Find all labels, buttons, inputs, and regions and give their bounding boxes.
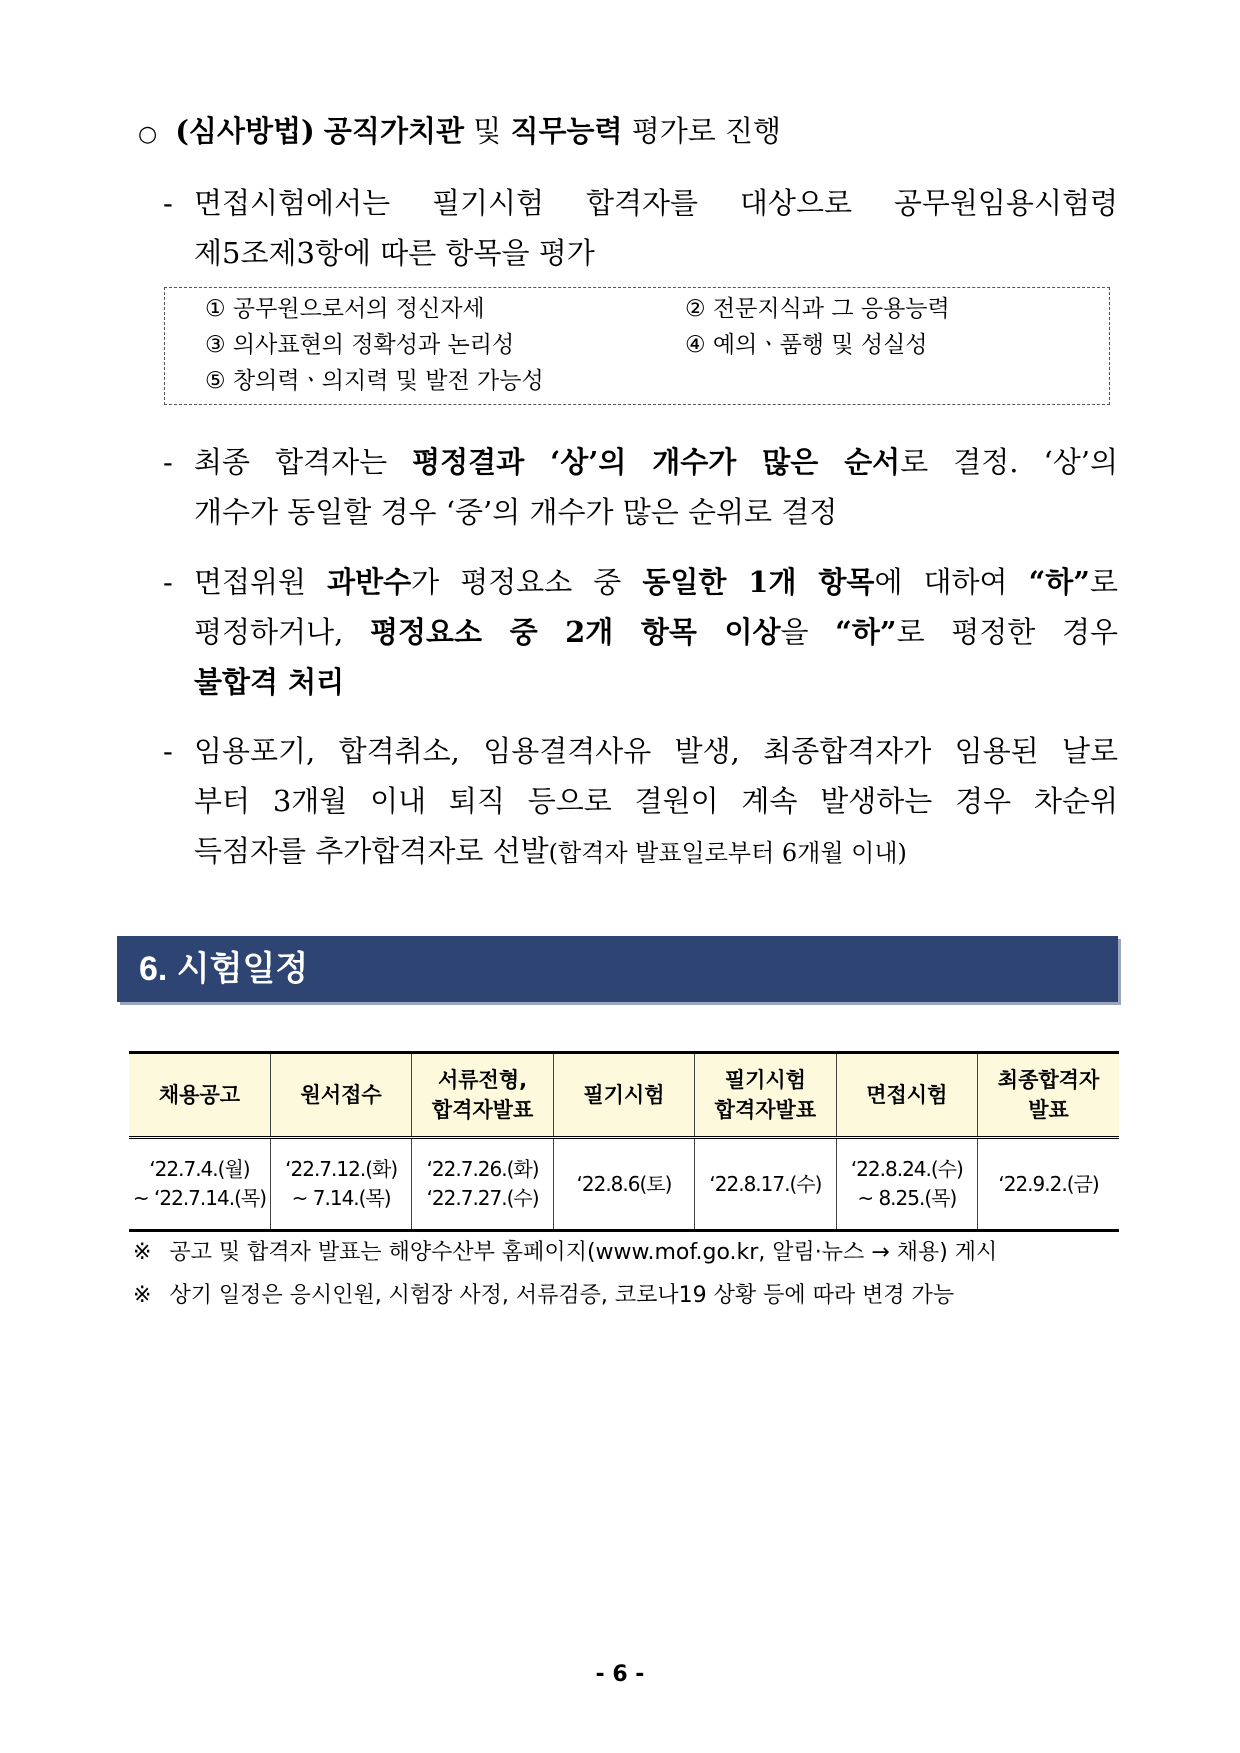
table-cell: ‘22.7.12.(화) ~ 7.14.(목): [270, 1138, 411, 1231]
table-header-cell: 원서접수: [270, 1053, 411, 1138]
schedule-table: [129, 1051, 1119, 1232]
criteria-item: ⑤ 창의력ㆍ의지력 및 발전 가능성: [205, 368, 544, 394]
criteria-item: ② 전문지식과 그 응용능력: [685, 296, 950, 322]
criteria-item: ① 공무원으로서의 정신자세: [205, 296, 485, 322]
dash-marker: -: [163, 186, 173, 220]
table-cell: ‘22.8.6(토): [553, 1138, 694, 1231]
criteria-item: ③ 의사표현의 정확성과 논리성: [205, 332, 515, 358]
table-header-cell: 서류전형, 합격자발표: [412, 1053, 553, 1138]
para1-line2: 제5조제3항에 따른 항목을 평가: [194, 236, 595, 270]
table-header-cell: 면접시험: [836, 1053, 977, 1138]
table-cell: ‘22.8.17.(수): [695, 1138, 836, 1231]
criteria-item: ④ 예의ㆍ품행 및 성실성: [685, 332, 928, 358]
table-header-row: [129, 1053, 1119, 1138]
dash-marker: -: [163, 565, 173, 599]
table-row: [129, 1138, 1119, 1231]
table-cell: ‘22.8.24.(수) ~ 8.25.(목): [836, 1138, 977, 1231]
note-2: ※ 상기 일정은 응시인원, 시험장 사정, 서류검증, 코로나19 상황 등에 따라 변경 가능: [133, 1283, 955, 1308]
para4-line3: 득점자를 추가합격자로 선발(합격자 발표일로부터 6개월 이내): [194, 834, 907, 868]
reference-mark-icon: ※: [133, 1283, 152, 1308]
para4-line1: 임용포기, 합격취소, 임용결격사유 발생, 최종합격자가 임용된 날로: [194, 734, 1118, 768]
para3-line3: 불합격 처리: [194, 665, 345, 699]
table-header-cell: 필기시험: [553, 1053, 694, 1138]
note-1: ※ 공고 및 합격자 발표는 해양수산부 홈페이지(www.mof.go.kr, 알림·뉴스 → 채용) 게시: [133, 1240, 998, 1265]
table-cell: ‘22.7.4.(월) ~ ‘22.7.14.(목): [129, 1138, 270, 1231]
table-cell: ‘22.7.26.(화) ‘22.7.27.(수): [412, 1138, 553, 1231]
table-header-cell: 최종합격자 발표: [978, 1053, 1119, 1138]
table-header-cell: 필기시험 합격자발표: [695, 1053, 836, 1138]
para4-line2: 부터 3개월 이내 퇴직 등으로 결원이 계속 발생하는 경우 차순위: [194, 784, 1118, 818]
para2-line2: 개수가 동일할 경우 ‘중’의 개수가 많은 순위로 결정: [194, 495, 838, 529]
section-heading: 6. 시험일정: [117, 936, 1118, 1002]
para2-line1: 최종 합격자는 평정결과 ‘상’의 개수가 많은 순서로 결정. ‘상’의: [194, 445, 1118, 479]
para3-line2: 평정하거나, 평정요소 중 2개 항목 이상을 “하”로 평정한 경우: [194, 615, 1118, 649]
circle-bullet-icon: ○: [138, 122, 158, 147]
dash-marker: -: [163, 445, 173, 479]
page-number: - 6 -: [595, 1662, 645, 1687]
dash-marker: -: [163, 734, 173, 768]
para3-line1: 면접위원 과반수가 평정요소 중 동일한 1개 항목에 대하여 “하”로: [194, 565, 1118, 599]
method-heading: ○ (심사방법) 공직가치관 및 직무능력 평가로 진행: [138, 114, 782, 148]
para1-line1: 면접시험에서는 필기시험 합격자를 대상으로 공무원임용시험령: [194, 186, 1118, 220]
table-header-cell: 채용공고: [129, 1053, 270, 1138]
criteria-box: [164, 287, 1110, 405]
reference-mark-icon: ※: [133, 1240, 152, 1265]
table-cell: ‘22.9.2.(금): [978, 1138, 1119, 1231]
